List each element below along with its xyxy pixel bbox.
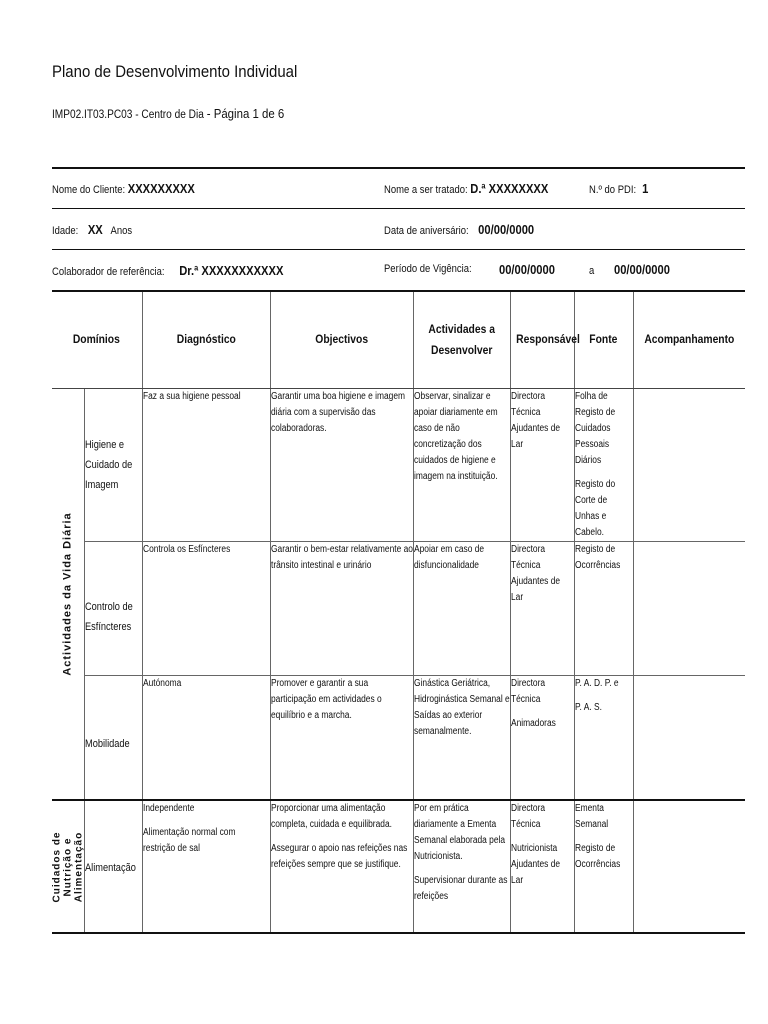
diagnosis-cell: Faz a sua higiene pessoal (142, 388, 270, 541)
document-title: Plano de Desenvolvimento Individual (52, 62, 298, 81)
source-cell: Ementa Semanal Registo de Ocorrências (574, 800, 633, 933)
subdomain-cell: Higiene e Cuidado de Imagem (84, 388, 142, 541)
followup-cell (633, 388, 745, 541)
validity-label: Período de Vigência: (384, 263, 472, 275)
divider (52, 208, 745, 209)
objective-cell: Garantir uma boa higiene e imagem diária com a supervisão das colaboradoras. (270, 388, 413, 541)
pdi-number-field (589, 181, 648, 196)
activity-cell: Ginástica Geriátrica, Hidroginástica Semanal e Saídas ao exterior semanalmente. (413, 675, 510, 800)
responsible-cell: Directora Técnica Ajudantes de Lar (510, 388, 574, 541)
page-indicator: - Página 1 de 6 (206, 106, 285, 121)
table-row (52, 800, 745, 933)
treated-name-field (384, 181, 548, 196)
followup-cell (633, 800, 745, 933)
treated-name-value: D.ª XXXXXXXX (470, 181, 549, 196)
referent-field (52, 263, 283, 278)
pdi-table (52, 292, 745, 934)
col-header-acompanhamento: Acompanhamento (633, 292, 745, 388)
birthday-label: Data de aniversário: (384, 225, 469, 237)
activity-cell: Observar, sinalizar e apoiar diariamente em caso de não concretização dos cuidados de higiene e imagem na instituição. (413, 388, 510, 541)
birthday-field (384, 222, 534, 237)
client-name-value: XXXXXXXXX (127, 181, 195, 196)
col-header-fonte: Fonte (574, 292, 633, 388)
group-label-avd: Actividades da Vida Diária (61, 512, 74, 676)
source-cell: P. A. D. P. e P. A. S. (574, 675, 633, 800)
validity-separator: a (589, 265, 595, 277)
followup-cell (633, 675, 745, 800)
objective-cell: Promover e garantir a sua participação em actividades o equilíbrio e a marcha. (270, 675, 413, 800)
subdomain-cell: Alimentação (84, 800, 142, 933)
diagnosis-cell: Autónoma (142, 675, 270, 800)
subdomain-cell: Controlo de Esfíncteres (84, 541, 142, 675)
pdi-number-label: N.º do PDI: (589, 184, 637, 196)
source-cell: Registo de Ocorrências (574, 541, 633, 675)
diagnosis-cell: Independente Alimentação normal com restrição de sal (142, 800, 270, 933)
birthday-value: 00/00/0000 (478, 222, 535, 237)
objective-cell: Garantir o bem-estar relativamente ao trânsito intestinal e urinário (270, 541, 413, 675)
col-header-actividades: Actividades a Desenvolver (413, 292, 510, 388)
referent-value: Dr.ª XXXXXXXXXXX (179, 263, 284, 278)
age-value: XX (87, 222, 103, 237)
divider (52, 167, 745, 169)
age-unit: Anos (110, 225, 133, 237)
client-name-label: Nome do Cliente: (52, 184, 126, 196)
responsible-cell: Directora Técnica Nutricionista Ajudantes de Lar (510, 800, 574, 933)
diagnosis-cell: Controla os Esfíncteres (142, 541, 270, 675)
validity-start: 00/00/0000 (499, 262, 555, 277)
divider (52, 249, 745, 250)
table-row (52, 541, 745, 675)
col-header-dominios: Domínios (52, 292, 142, 388)
table-row (52, 388, 745, 541)
responsible-cell: Directora Técnica Ajudantes de Lar (510, 541, 574, 675)
col-header-responsavel: Responsável (510, 292, 574, 388)
age-field (52, 222, 132, 237)
responsible-cell: Directora Técnica Animadoras (510, 675, 574, 800)
client-name-field (52, 181, 195, 196)
subdomain-cell: Mobilidade (84, 675, 142, 800)
document-subtitle (52, 106, 284, 121)
activity-cell: Por em prática diariamente a Ementa Semanal elaborada pela Nutricionista. Supervisionar durante as refeições (413, 800, 510, 933)
table-row (52, 675, 745, 800)
objective-cell: Proporcionar uma alimentação completa, cuidada e equilibrada. Assegurar o apoio nas refeições nas refeições sempre que se justifique. (270, 800, 413, 933)
activity-cell: Apoiar em caso de disfuncionalidade (413, 541, 510, 675)
col-header-objectivos: Objectivos (270, 292, 413, 388)
pdi-number-value: 1 (642, 181, 649, 196)
referent-label: Colaborador de referência: (52, 266, 165, 278)
followup-cell (633, 541, 745, 675)
age-label: Idade: (52, 225, 79, 237)
document-code: IMP02.IT03.PC03 - Centro de Dia (52, 109, 204, 121)
treated-name-label: Nome a ser tratado: (384, 184, 468, 196)
source-cell: Folha de Registo de Cuidados Pessoais Diários Registo do Corte de Unhas e Cabelo. (574, 388, 633, 541)
validity-end: 00/00/0000 (614, 262, 670, 277)
group-label-nutricao: Cuidados de Nutrição e Alimentação (52, 800, 84, 933)
col-header-diagnostico: Diagnóstico (142, 292, 270, 388)
